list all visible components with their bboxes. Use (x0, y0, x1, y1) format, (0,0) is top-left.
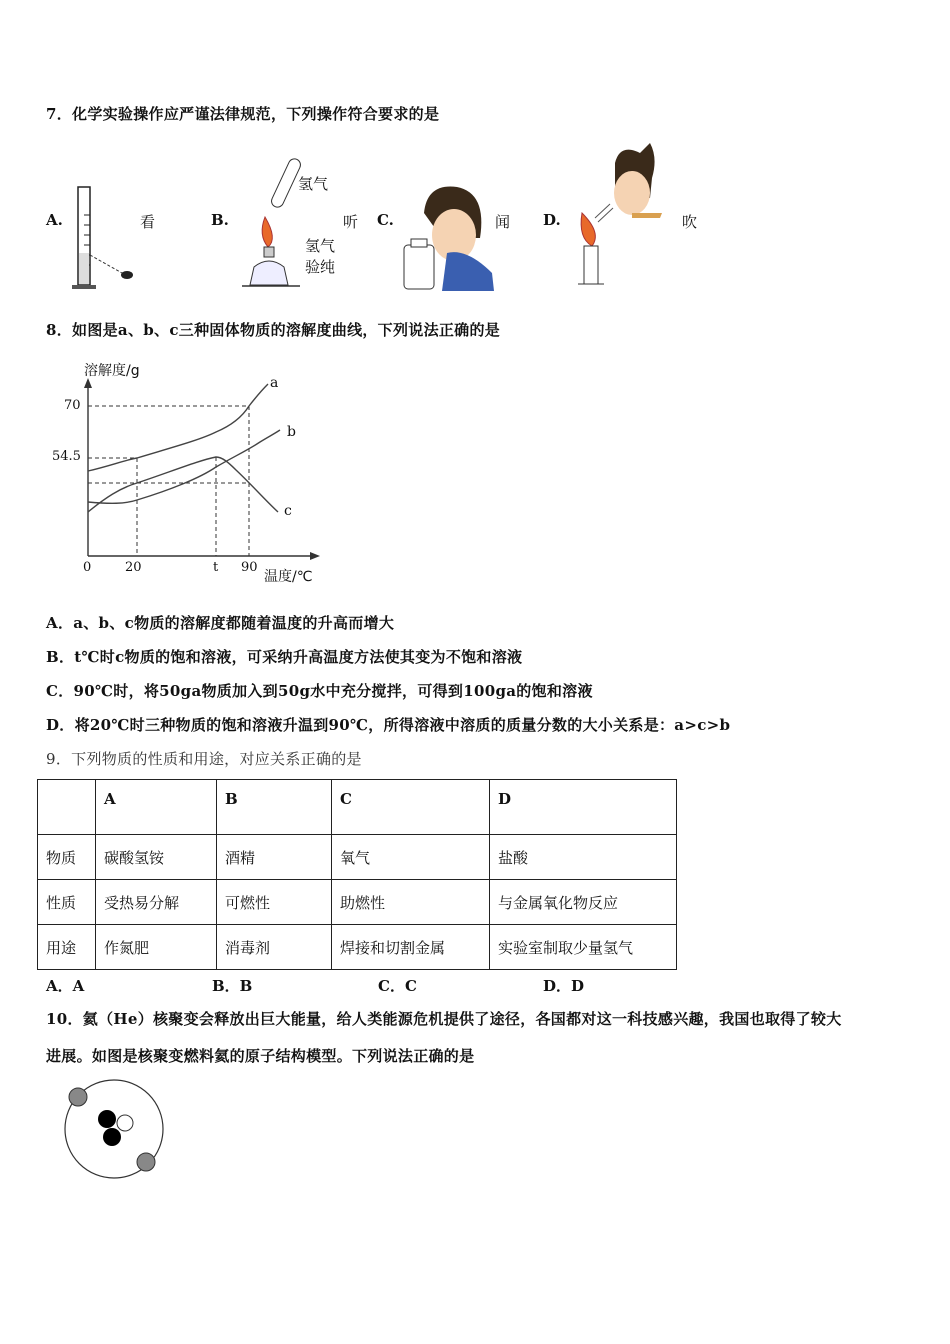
q9-option-d: D．D (543, 977, 585, 995)
table-cell: 盐酸 (490, 835, 677, 880)
x-axis-label: 温度/℃ (264, 569, 313, 585)
x-tick-20: 20 (125, 560, 142, 575)
q7-option-b-label: 听 (343, 213, 359, 231)
table-cell: 消毒剂 (217, 925, 332, 970)
q9-table (37, 779, 677, 970)
x-axis-arrow-icon (310, 552, 320, 560)
q7-option-c-label: 闻 (495, 213, 511, 231)
table-cell: 物质 (38, 835, 96, 880)
q7-option-a-letter: A. (46, 211, 63, 229)
q7-option-c-letter: C. (377, 211, 394, 229)
table-cell: 用途 (38, 925, 96, 970)
q8-option-a: A．a、b、c物质的溶解度都随着温度的升高而增大 (46, 614, 395, 632)
table-cell: 实验室制取少量氢气 (490, 925, 677, 970)
q9-stem: 9．下列物质的性质和用途，对应关系正确的是 (46, 750, 362, 768)
q8-option-b: B．t℃时c物质的饱和溶液，可采纳升高温度方法使其变为不饱和溶液 (46, 648, 523, 666)
q8-option-c: C．90℃时，将50ga物质加入到50g水中充分搅拌，可得到100ga的饱和溶液 (46, 682, 593, 700)
table-cell: 焊接和切割金属 (332, 925, 490, 970)
q8-option-d: D．将20℃时三种物质的饱和溶液升温到90℃，所得溶液中溶质的质量分数的大小关系是：a>c>b (46, 716, 731, 734)
table-cell: 可燃性 (217, 880, 332, 925)
table-cell: 助燃性 (332, 880, 490, 925)
table-header-cell: D (490, 780, 677, 835)
curve-a (88, 384, 268, 471)
helium-atom-model-illustration (50, 1075, 180, 1185)
table-header-cell (38, 780, 96, 835)
q7-option-d-label: 吹 (682, 213, 698, 231)
table-header-row (38, 780, 677, 835)
table-row (38, 925, 677, 970)
table-row (38, 880, 677, 925)
proton (103, 1128, 121, 1146)
x-tick-0: 0 (83, 560, 92, 575)
y-axis-label: 溶解度/g (84, 363, 140, 379)
table-cell: 酒精 (217, 835, 332, 880)
q7-tube-label: 氢气 (298, 175, 329, 193)
q7-option-a-label: 看 (140, 213, 156, 231)
curve-c-label: c (284, 503, 292, 519)
q7-burner-label-1: 氢气 (305, 237, 336, 255)
curve-a-label: a (270, 375, 279, 391)
table-cell: 与金属氧化物反应 (490, 880, 677, 925)
electron (69, 1088, 87, 1106)
table-cell: 碳酸氢铵 (96, 835, 217, 880)
q10-stem-line-1: 10．氦（He）核聚变会释放出巨大能量，给人类能源危机提供了途径，各国都对这一科技感兴趣，我国也取得了较大 (46, 1010, 842, 1028)
table-cell: 性质 (38, 880, 96, 925)
y-tick-54-5: 54.5 (52, 449, 81, 464)
q10-stem-line-2: 进展。如图是核聚变燃料氦的原子结构模型。下列说法正确的是 (46, 1047, 475, 1065)
neutron (117, 1115, 133, 1131)
proton (98, 1110, 116, 1128)
x-tick-90: 90 (241, 560, 258, 575)
q7-stem: 7．化学实验操作应严谨法律规范，下列操作符合要求的是 (46, 105, 440, 123)
q7-burner-label-2: 验纯 (305, 258, 336, 276)
y-tick-70: 70 (64, 398, 81, 413)
electron (137, 1153, 155, 1171)
q7-option-d-letter: D. (543, 211, 561, 229)
x-tick-t: t (213, 560, 219, 575)
q9-option-c: C．C (378, 977, 417, 995)
solubility-curve-figure (0, 0, 950, 600)
table-cell: 受热易分解 (96, 880, 217, 925)
q7-option-b-letter: B. (211, 211, 229, 229)
curve-b-label: b (287, 424, 296, 440)
table-header-cell: B (217, 780, 332, 835)
table-cell: 作氮肥 (96, 925, 217, 970)
table-header-cell: A (96, 780, 217, 835)
q9-option-b: B．B (212, 977, 253, 995)
table-row (38, 835, 677, 880)
q9-option-a: A．A (46, 977, 85, 995)
table-header-cell: C (332, 780, 490, 835)
table-cell: 氧气 (332, 835, 490, 880)
q8-stem: 8．如图是a、b、c三种固体物质的溶解度曲线，下列说法正确的是 (46, 321, 501, 339)
